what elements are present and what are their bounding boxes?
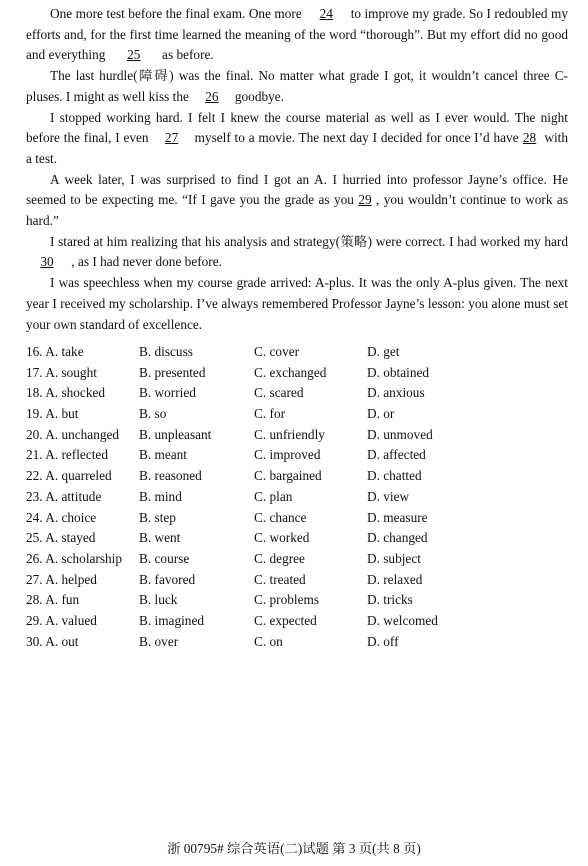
- option-b: B. discuss: [139, 344, 193, 359]
- blank-29: 29: [358, 192, 372, 208]
- option-c: C. treated: [254, 571, 306, 587]
- paragraph-2: [26, 66, 568, 107]
- option-c: C. plan: [254, 488, 293, 504]
- text: One more test before the final exam. One more: [50, 6, 302, 21]
- option-b: B. presented: [139, 364, 206, 380]
- text: I stopped working hard. I felt I knew the course material as well as I ever would. The night before the final, I even: [26, 109, 568, 146]
- option-c: C. cover: [254, 344, 300, 359]
- text: , as I had never done before.: [71, 254, 222, 270]
- option-b: B. meant: [139, 447, 188, 463]
- option-d: D. tricks: [367, 592, 413, 608]
- question-row: [26, 570, 566, 591]
- option-d: D. subject: [367, 550, 421, 566]
- option-c: C. improved: [254, 447, 321, 463]
- option-d: D. welcomed: [367, 612, 438, 628]
- question-row: [26, 590, 566, 611]
- paragraph-5: [26, 232, 568, 273]
- blank-30: 30: [40, 254, 54, 270]
- text: myself to a movie. The next day I decided for once I’d have: [194, 130, 519, 146]
- cloze-passage: [26, 4, 568, 335]
- option-c: C. bargained: [254, 468, 322, 484]
- option-d: D. relaxed: [367, 571, 423, 587]
- option-a: 28. A. fun: [26, 592, 80, 608]
- option-d: D. get: [367, 344, 400, 359]
- option-b: B. imagined: [139, 612, 204, 628]
- option-c: C. expected: [254, 612, 317, 628]
- option-b: B. went: [139, 530, 181, 546]
- text: goodbye.: [234, 88, 284, 104]
- question-row: [26, 611, 566, 632]
- option-c: C. worked: [254, 530, 310, 546]
- option-a: 27. A. helped: [26, 571, 97, 587]
- question-row: [26, 549, 566, 570]
- blank-27: 27: [164, 130, 179, 146]
- question-row: [26, 508, 566, 529]
- question-row: [26, 383, 566, 404]
- option-a: 23. A. attitude: [26, 488, 102, 504]
- question-row: [26, 466, 566, 487]
- option-a: 16. A. take: [26, 344, 84, 359]
- option-c: C. chance: [254, 509, 307, 525]
- question-row: [26, 363, 566, 384]
- option-a: 21. A. reflected: [26, 447, 108, 463]
- option-b: B. mind: [139, 488, 182, 504]
- blank-24: 24: [319, 6, 333, 21]
- option-b: B. over: [139, 633, 179, 649]
- paragraph-6: I was speechless when my course grade arrived: A-plus. It was the only A-plus given. The next year I received my scholarship. I’ve always remembered Professor Jayne’s lesson: you alone must set your own standard of excellence.: [26, 275, 568, 332]
- option-a: 22. A. quarreled: [26, 468, 112, 484]
- text: , you wouldn’t continue to work as hard.”: [26, 192, 568, 229]
- option-a: 17. A. sought: [26, 364, 97, 380]
- option-c: C. on: [254, 633, 283, 649]
- option-c: C. for: [254, 406, 286, 422]
- option-a: 26. A. scholarship: [26, 550, 123, 566]
- option-b: B. worried: [139, 385, 196, 401]
- option-b: B. unpleasant: [139, 426, 212, 442]
- answer-options: [26, 342, 566, 652]
- text: The last hurdle(障碍) was the final. No matter what grade I got, it wouldn’t cancel three C-pluses. I might as well kiss the: [26, 68, 568, 104]
- option-a: 25. A. stayed: [26, 530, 96, 546]
- text: A week later, I was surprised to find I got an A. I hurried into professor Jayne’s office. He seemed to be expecting me. “If I gave you the grade as you: [26, 171, 568, 208]
- option-a: 30. A. out: [26, 633, 79, 649]
- option-d: D. off: [367, 633, 399, 649]
- blank-28: 28: [522, 130, 537, 146]
- option-b: B. luck: [139, 592, 178, 608]
- question-row: [26, 425, 566, 446]
- option-d: D. affected: [367, 447, 426, 463]
- option-a: 29. A. valued: [26, 612, 97, 628]
- option-d: D. obtained: [367, 364, 430, 380]
- question-row: [26, 487, 566, 508]
- option-d: D. changed: [367, 530, 428, 546]
- option-c: C. scared: [254, 385, 304, 401]
- option-d: D. unmoved: [367, 426, 433, 442]
- question-row: [26, 342, 566, 363]
- option-a: 19. A. but: [26, 406, 79, 422]
- option-a: 24. A. choice: [26, 509, 97, 525]
- page-footer: 浙 00795# 综合英语(二)试题 第 3 页(共 8 页): [167, 841, 421, 856]
- option-c: C. exchanged: [254, 364, 327, 380]
- option-d: D. chatted: [367, 468, 422, 484]
- paragraph-3: [26, 108, 568, 170]
- blank-26: 26: [205, 88, 219, 104]
- option-b: B. course: [139, 550, 190, 566]
- option-b: B. step: [139, 509, 176, 525]
- question-row: [26, 404, 566, 425]
- text: as before.: [162, 47, 214, 63]
- option-d: D. measure: [367, 509, 428, 525]
- option-d: D. view: [367, 488, 410, 504]
- text: with a test.: [26, 130, 568, 166]
- question-row: [26, 528, 566, 549]
- option-b: B. so: [139, 406, 167, 422]
- paragraph-4: [26, 170, 568, 232]
- option-b: B. favored: [139, 571, 196, 587]
- option-d: D. or: [367, 406, 395, 422]
- question-row: [26, 632, 566, 653]
- option-a: 18. A. shocked: [26, 385, 106, 401]
- question-row: [26, 445, 566, 466]
- option-b: B. reasoned: [139, 468, 202, 484]
- paragraph-1: [26, 4, 568, 66]
- option-c: C. degree: [254, 550, 305, 566]
- option-a: 20. A. unchanged: [26, 426, 120, 442]
- text: I stared at him realizing that his analysis and strategy(策略) were correct. I had worked my hard: [50, 233, 568, 249]
- blank-25: 25: [127, 47, 141, 63]
- option-c: C. unfriendly: [254, 426, 325, 442]
- text: to improve my grade. So I redoubled my efforts and, for the first time learned the meaning of the word “thorough”. But my effort did no good and everything: [26, 6, 569, 63]
- option-c: C. problems: [254, 592, 320, 608]
- option-d: D. anxious: [367, 385, 425, 401]
